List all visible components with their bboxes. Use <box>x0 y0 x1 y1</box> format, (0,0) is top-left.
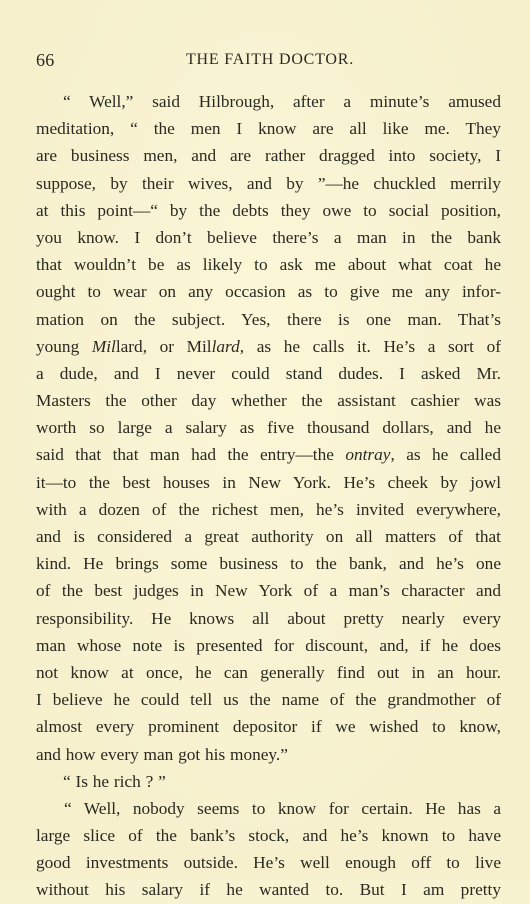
text-line: worth so large a salary as five thousand dollars, and he <box>36 418 501 438</box>
text-line: not know at once, he can generally find out in an hour. <box>36 662 501 682</box>
text-line: and how every man got his money.” <box>36 744 288 764</box>
text-line: you know. I don’t believe there’s a man in the bank <box>36 227 501 247</box>
text-line: with a dozen of the richest men, he’s invited everywhere, <box>36 499 501 519</box>
page-number: 66 <box>36 50 55 70</box>
text-line: Masters the other day whether the assistant cashier was <box>36 391 501 411</box>
text-line: almost every prominent depositor if we wished to know, <box>36 717 501 737</box>
text-line: suppose, by their wives, and by ”—he chuckled merrily <box>36 173 501 193</box>
text-line: at this point—“ by the debts they owe to social position, <box>36 200 501 220</box>
text-line: I believe he could tell us the name of the grandmother of <box>36 690 501 710</box>
text-line: meditation, “ the men I know are all like me. They <box>36 119 501 139</box>
text-line: said that that man had the entry—the ontray, as he called <box>36 445 501 465</box>
text-line: mation on the subject. Yes, there is one man. That’s <box>36 309 501 329</box>
text-line: ought to wear on any occasion as to give me any infor- <box>36 282 501 302</box>
body-text <box>36 88 501 904</box>
text-line: and is considered a great authority on all matters of that <box>36 527 501 546</box>
text-line: are business men, and are rather dragged into society, I <box>36 146 501 166</box>
text-line: without his salary if he wanted to. But I am pretty <box>36 880 501 900</box>
running-title: THE FAITH DOCTOR. <box>185 51 355 68</box>
text-line: “ Well,” said Hilbrough, after a minute’s amused <box>63 92 501 111</box>
text-line: “ Well, nobody seems to know for certain. He has a <box>64 798 501 818</box>
text-line: it—to the best houses in New York. He’s cheek by jowl <box>36 472 501 492</box>
text-line: of the best judges in New York of a man’s character and <box>36 581 501 601</box>
text-line: kind. He brings some business to the bank, and he’s one <box>36 554 501 574</box>
text-line: good investments outside. He’s well enough off to live <box>36 853 501 873</box>
text-line: man whose note is presented for discount, and, if he does <box>36 635 501 655</box>
text-line: responsibility. He knows all about pretty nearly every <box>36 608 501 628</box>
text-line: young Millard, or Millard, as he calls it. He’s a sort of <box>36 336 501 356</box>
text-line: a dude, and I never could stand dudes. I asked Mr. <box>36 363 501 383</box>
text-line: that wouldn’t be as likely to ask me about what coat he <box>36 255 501 275</box>
text-line: large slice of the bank’s stock, and he’s known to have <box>36 826 501 846</box>
text-line: “ Is he rich ? ” <box>63 771 166 791</box>
